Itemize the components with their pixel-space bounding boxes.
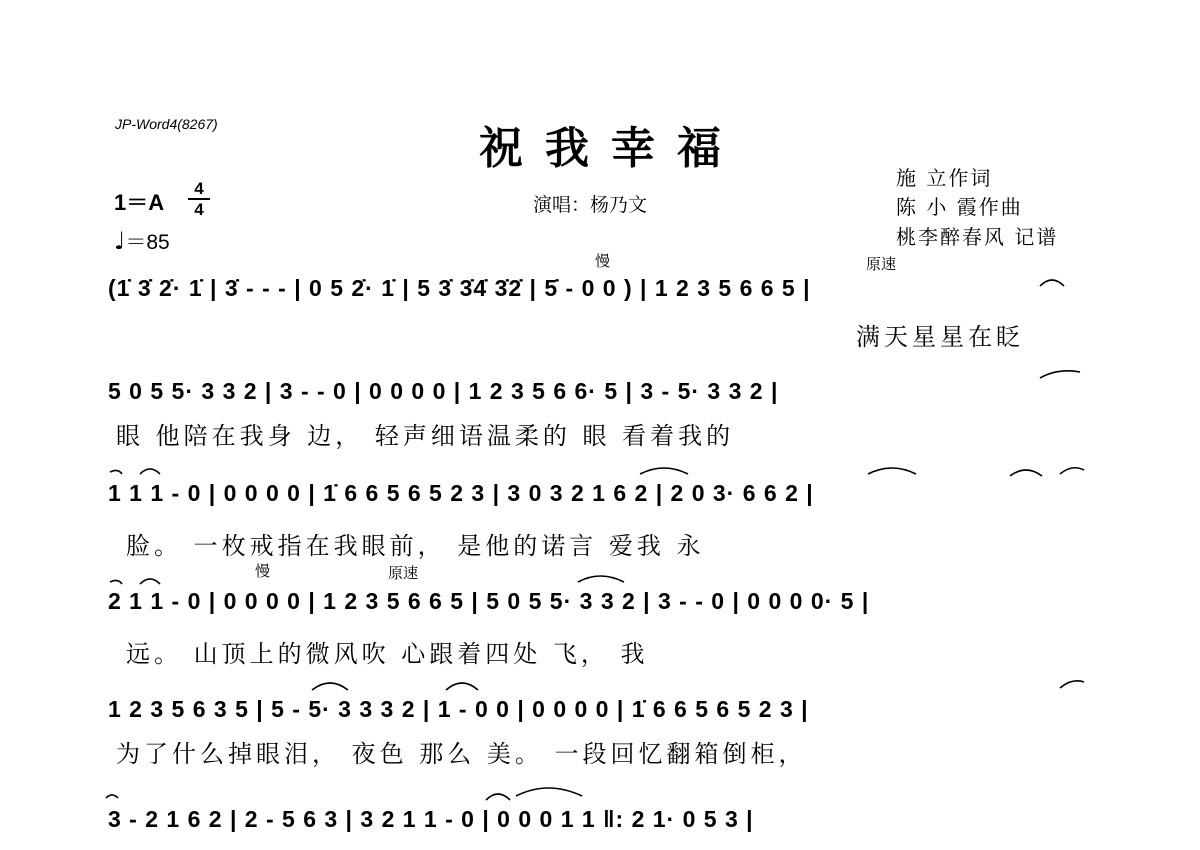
notation-line-3: 1 1 1 - 0 | 0 0 0 0 | 1̇ 6 6 5 6 5 2 3 | 3 0 3 2 1 6 2 | 2 0 3· 6 6 2 |	[108, 480, 814, 506]
lyric-line-5: 为了什么掉眼泪， 夜色 那么 美。 一段回忆翻箱倒柜，	[116, 740, 807, 768]
lyric-line-2: 眼 他陪在我身 边， 轻声细语温柔的 眼 看着我的	[116, 422, 735, 450]
lyric-line-1: 满天星星在眨	[856, 323, 1024, 351]
meter-bottom: 4	[194, 200, 204, 219]
notation-line-4: 2 1 1 - 0 | 0 0 0 0 | 1 2 3 5 6 6 5 | 5 0 5 5· 3 3 2 | 3 - - 0 | 0 0 0 0· 5 |	[108, 588, 870, 614]
notation-line-1: (1̇ 3̇ 2̇· 1̇ | 3̇ - - - | 0 5 2̇· 1̇ | 5 3̇ 3̇4̇ 3̇2̇ | 5̇ - 0 0 ) | 1 2 3 5 6 6 5 |	[108, 275, 811, 301]
software-tag: JP-Word4(8267)	[115, 116, 218, 132]
quarter-note-icon: ♩	[114, 227, 126, 255]
mark-original-tempo-2: 原速	[388, 564, 419, 582]
notation-line-5: 1 2 3 5 6 3 5 | 5 - 5· 3 3 3 2 | 1 - 0 0 | 0 0 0 0 | 1̇ 6 6 5 6 5 2 3 |	[108, 696, 809, 722]
notation-line-6: 3 - 2 1 6 2 | 2 - 5 6 3 | 3 2 1 1 - 0 | 0 0 0 1 1 ‖: 2 1· 0 5 3 |	[108, 806, 754, 832]
singer-credit: 演唱：杨乃文	[533, 194, 648, 216]
key-signature: 1＝A	[114, 190, 165, 215]
tempo-value: ＝85	[125, 231, 170, 254]
transcriber-credit: 桃李醉春风 记谱	[896, 225, 1059, 249]
composer-credit: 陈 小 霞作曲	[896, 195, 1023, 219]
lyric-line-3: 脸。 一枚戒指在我眼前， 是他的诺言 爱我 永	[126, 532, 705, 560]
meter-top: 4	[194, 179, 204, 198]
mark-slow-2: 慢	[255, 562, 271, 580]
lyric-line-4: 远。 山顶上的微风吹 心跟着四处 飞， 我	[126, 640, 649, 668]
song-title: 祝我幸福	[479, 123, 743, 174]
mark-original-tempo-1: 原速	[866, 255, 897, 273]
mark-slow-1: 慢	[595, 252, 611, 270]
notation-line-2: 5 0 5 5· 3 3 2 | 3 - - 0 | 0 0 0 0 | 1 2 3 5 6 6· 5 | 3 - 5· 3 3 2 |	[108, 378, 779, 404]
lyricist-credit: 施 立作词	[896, 166, 993, 190]
